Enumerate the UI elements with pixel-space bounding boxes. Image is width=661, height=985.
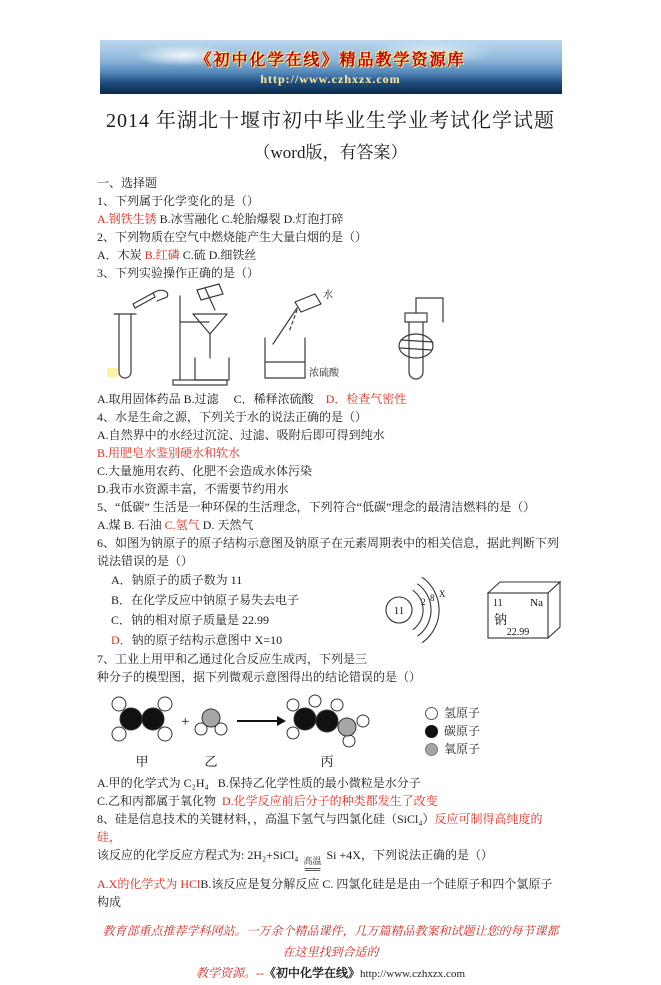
q4-stem: 4、水是生命之源，下列关于水的说法正确的是（） [97,410,368,424]
periodic-table-cell [482,577,564,643]
q2-answer: B.红磷 [144,248,180,262]
q6-answer-letter: D． [111,633,132,647]
q5-stem: 5、“低碳” 生活是一种环保的生活理念，下列符合“低碳”理念的最清洁燃料的是（） [97,500,536,514]
q5-options-post: D. 天然气 [199,518,254,532]
q8-answer-a: A.X的化学式为 HCl [97,877,201,891]
q1-options-rest: B.冰雪融化 C.轮胎爆裂 D.灯泡打碎 [156,212,344,226]
page-title: 2014 年湖北十堰市初中毕业生学业考试化学试题 [106,110,555,132]
q2-options [97,246,564,264]
footer-line2-red: 教学资源。-- [196,966,264,980]
q3-caption-black: A.取用固体药品 B.过滤 C．稀释浓硫酸 [97,392,326,406]
page-subtitle: （word版，有答案） [253,143,408,162]
condition-label: 高温 [303,856,322,866]
q6-options [97,570,368,650]
q8-options [97,875,564,911]
q2-stem: 2、下列物质在空气中燃烧能产生大量白烟的是（） [97,230,368,244]
footer-url: http://www.czhxzx.com [360,968,465,980]
label-jia: 甲 [135,754,149,769]
shell-1-label: 2 [421,597,426,607]
q6-option-b: B．在化学反应中钠原子易失去电子 [111,593,300,607]
q3-stem: 3、下列实验操作正确的是（） [97,266,260,280]
element-number: 11 [493,598,503,609]
q4-option-a: A.自然界中的水经过沉淀、过滤、吸附后即可得到纯水 [97,428,385,442]
q1-stem: 1、下列属于化学变化的是（） [97,194,260,208]
q5-options [97,516,564,534]
legend-oxygen-label: 氧原子 [444,741,481,756]
document-body [0,166,661,985]
q3-caption [97,390,564,408]
equation-condition [303,857,321,875]
reaction-arrow [237,716,286,726]
acid-label: 浓硫酸 [309,368,339,379]
banner-image [100,40,562,94]
q4-option-d: D.我市水资源丰富，不需要节约用水 [97,482,289,496]
q7-stem-line1: 7、工业上用甲和乙通过化合反应生成丙，下列是三 [97,652,368,666]
q2-options-pre: A．木炭 [97,248,145,262]
footer-line2 [97,963,564,985]
oxygen-atom-icon [425,743,438,756]
equals-bar: ══ [304,864,321,876]
footer-note [97,921,564,985]
q5-answer: C.氢气 [164,518,200,532]
nucleus-label: 11 [393,605,405,617]
q7-stem-line2: 种分子的模型图，据下列微观示意图得出的结论错误的是（） [97,670,422,684]
banner-title: 《初中化学在线》精品教学资源库 [195,52,466,69]
q6-stem: 6、如图为钠原子的原子结构示意图及钠原子在元素周期表中的相关信息，据此判断下列说法错误的是（） [97,536,560,568]
q7-options-ab: A.甲的化学式为 C₂H₄ B.保持乙化学性质的最小微粒是水分子 [97,776,421,790]
shell-2-label: 8 [430,593,435,603]
q6-option-d-text: 钠的原子结构示意图中 X=10 [131,633,283,647]
q7-option-c: C.乙和丙都属于氧化物 [97,794,223,808]
q6-block [97,570,564,650]
q4-option-c: C.大量施用农药、化肥不会造成水体污染 [97,464,313,478]
plus-sign: + [181,714,190,730]
footer-site-name: 《初中化学在线》 [264,966,361,980]
q2-options-post: C.硫 D.细铁丝 [179,248,257,262]
q1-answer: A.钢铁生锈 [97,212,157,226]
banner-url: http://www.czhxzx.com [260,72,401,86]
q7-figure [97,689,564,773]
q8-stem [97,810,564,846]
carbon-atom-icon [425,725,438,738]
element-symbol: Na [530,597,543,609]
shell-3-label: X [439,589,446,599]
legend-carbon [425,724,480,739]
q8-stem-red: 反应可制得高纯度的硅， [97,812,543,844]
legend-hydrogen [425,706,480,721]
section-heading: 一、选择题 [97,176,158,190]
q7-options-cd [97,792,564,810]
q6-option-a: A．钠原子的质子数为 11 [111,573,243,587]
document-page [0,40,661,980]
q8-equation-pre: 该反应的化学反应方程式为: 2H₂+SiCl₄ [97,848,302,862]
atom-legend [425,706,480,757]
q3-answer: D．检查气密性 [325,392,407,406]
q6-option-c: C．钠的相对原子质量是 22.99 [111,613,270,627]
q4-answer-b: B.用肥皂水鉴别硬水和软水 [97,446,241,460]
element-name: 钠 [494,612,508,627]
q5-options-pre: A.煤 B. 石油 [97,518,165,532]
q8-options-rest: B.该反应是复分解反应 C. 四氯化硅是是由一个硅原子和四个氯原子构成 [97,877,553,909]
q8-stem-black: 8、硅是信息技术的关键材料，，高温下氢气与四氯化硅（SiCl₄） [97,812,435,826]
legend-hydrogen-label: 氢原子 [444,705,481,720]
label-yi: 乙 [204,754,218,769]
q7-answer-d: D.化学反应前后分子的种类都发生了改变 [222,794,438,808]
label-bing: 丙 [320,754,334,769]
footer-line1 [97,921,564,963]
q8-equation-line [97,846,564,875]
hydrogen-atom-icon [425,707,438,720]
q6-figures [368,574,564,646]
element-mass: 22.99 [506,627,530,638]
footer-line1-text: 教育部重点推荐学科网站。一万余个精品课件，几万篇精品教案和试题让您的每节课都在这里找到合适的 [102,924,559,959]
molecule-models [97,689,409,773]
q6-option-d [97,630,368,650]
q1-options [97,210,564,228]
atom-structure-diagram [382,574,474,646]
q8-equation-post: Si +4X，下列说法正确的是（） [323,848,493,862]
legend-carbon-label: 碳原子 [444,723,481,738]
apparatus-drawings [114,284,443,385]
legend-oxygen [425,742,480,757]
experiment-figure [89,284,465,390]
water-label: 水 [323,290,333,301]
highlight-artifact [107,368,118,377]
